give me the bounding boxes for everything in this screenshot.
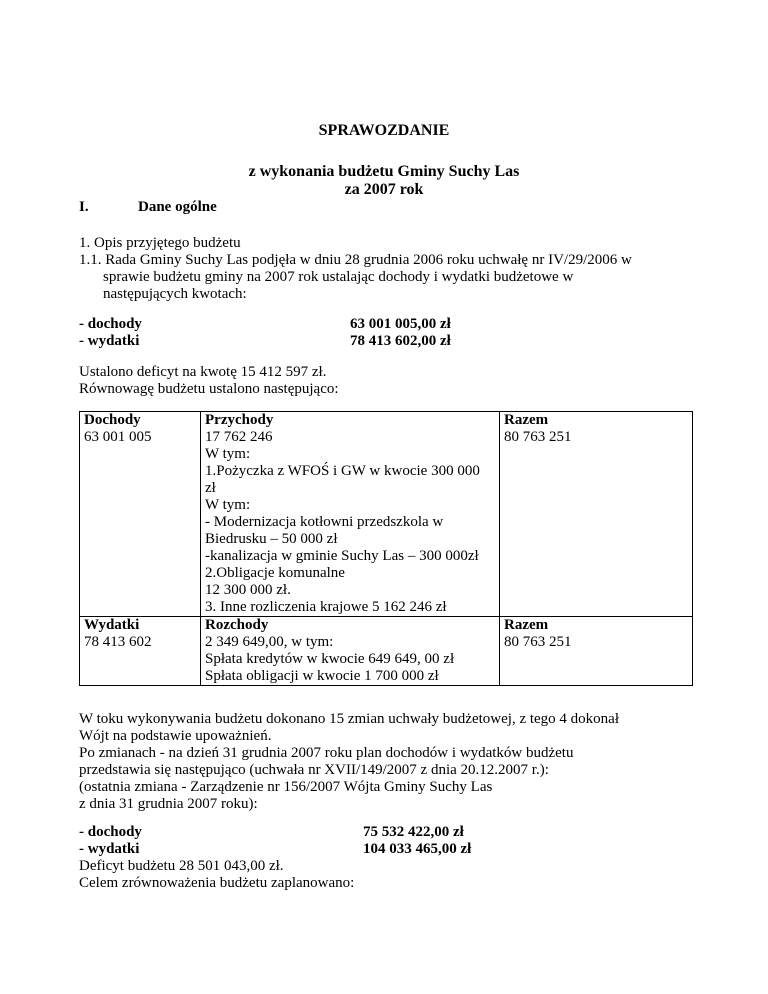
cell-line: 17 762 246 [205, 429, 273, 445]
section-number: I. [79, 199, 89, 215]
paragraph-line: Po zmianach - na dzień 31 grudnia 2007 roku plan dochodów i wydatków budżetu [79, 745, 574, 761]
item-1-1-line: następujących kwotach: [103, 286, 247, 302]
final-expense-label: - wydatki [79, 841, 140, 857]
cell-heading: Razem [504, 617, 549, 633]
plan-expense-label: - wydatki [79, 333, 140, 349]
final-income-label: - dochody [79, 824, 142, 840]
item-1: 1. Opis przyjętego budżetu [79, 235, 241, 251]
final-income-value: 75 532 422,00 zł [363, 824, 464, 840]
table-cell [500, 412, 693, 617]
cell-line: 12 300 000 zł. [205, 582, 291, 598]
cell-line: -kanalizacja w gminie Suchy Las – 300 000zł [205, 548, 479, 564]
table-cell [201, 617, 500, 686]
document-subtitle-line1: z wykonania budżetu Gminy Suchy Las [248, 163, 520, 180]
paragraph-line: W toku wykonywania budżetu dokonano 15 zmian uchwały budżetowej, z tego 4 dokonał [79, 711, 620, 727]
table-row [80, 617, 693, 686]
deficit-text: Ustalono deficyt na kwotę 15 412 597 zł. [79, 364, 327, 380]
final-deficit-text: Deficyt budżetu 28 501 043,00 zł. [79, 858, 284, 874]
paragraph-line: przedstawia się następująco (uchwała nr XVII/149/2007 z dnia 20.12.2007 r.): [79, 762, 549, 778]
cell-value: 78 413 602 [84, 634, 152, 650]
table-cell [201, 412, 500, 617]
cell-line: 2 349 649,00, w tym: [205, 634, 334, 650]
balancing-text: Celem zrównoważenia budżetu zaplanowano: [79, 875, 355, 891]
cell-value: 63 001 005 [84, 429, 152, 445]
plan-income-label: - dochody [79, 316, 142, 332]
item-1-1-line: 1.1. Rada Gminy Suchy Las podjęła w dniu 28 grudnia 2006 roku uchwałę nr IV/29/2006 w [79, 252, 632, 268]
final-expense-value: 104 033 465,00 zł [363, 841, 472, 857]
paragraph-line: (ostatnia zmiana - Zarządzenie nr 156/2007 Wójta Gminy Suchy Las [79, 779, 493, 795]
document-title: SPRAWOZDANIE [318, 122, 450, 139]
cell-heading: Wydatki [84, 617, 140, 633]
cell-line: Spłata obligacji w kwocie 1 700 000 zł [205, 668, 439, 684]
table-cell [500, 617, 693, 686]
cell-line: zł [205, 480, 216, 496]
cell-heading: Rozchody [205, 617, 269, 633]
cell-line: 2.Obligacje komunalne [205, 565, 345, 581]
cell-value: 80 763 251 [504, 429, 572, 445]
cell-value: 80 763 251 [504, 634, 572, 650]
cell-line: - Modernizacja kotłowni przedszkola w [205, 514, 444, 530]
cell-heading: Dochody [84, 412, 141, 428]
section-heading: Dane ogólne [138, 199, 217, 215]
budget-balance-table [79, 411, 693, 686]
cell-line: Spłata kredytów w kwocie 649 649, 00 zł [205, 651, 455, 667]
document-subtitle-line2: za 2007 rok [344, 181, 424, 198]
plan-expense-value: 78 413 602,00 zł [350, 333, 451, 349]
table-cell [80, 412, 201, 617]
paragraph-line: Wójt na podstawie upoważnień. [79, 728, 272, 744]
budget-changes-paragraph [79, 711, 719, 813]
cell-line: Biedrusku – 50 000 zł [205, 531, 338, 547]
cell-heading: Przychody [205, 412, 274, 428]
paragraph-line: z dnia 31 grudnia 2007 roku): [79, 796, 258, 812]
balance-text: Równowagę budżetu ustalono następująco: [79, 381, 339, 397]
item-1-1 [79, 252, 699, 303]
cell-line: W tym: [205, 497, 251, 513]
cell-heading: Razem [504, 412, 549, 428]
cell-line: 3. Inne rozliczenia krajowe 5 162 246 zł [205, 599, 447, 615]
table-row [80, 412, 693, 617]
plan-income-value: 63 001 005,00 zł [350, 316, 451, 332]
table-cell [80, 617, 201, 686]
item-1-1-line: sprawie budżetu gminy na 2007 rok ustalając dochody i wydatki budżetowe w [103, 269, 574, 285]
cell-line: 1.Pożyczka z WFOŚ i GW w kwocie 300 000 [205, 463, 480, 479]
cell-line: W tym: [205, 446, 251, 462]
